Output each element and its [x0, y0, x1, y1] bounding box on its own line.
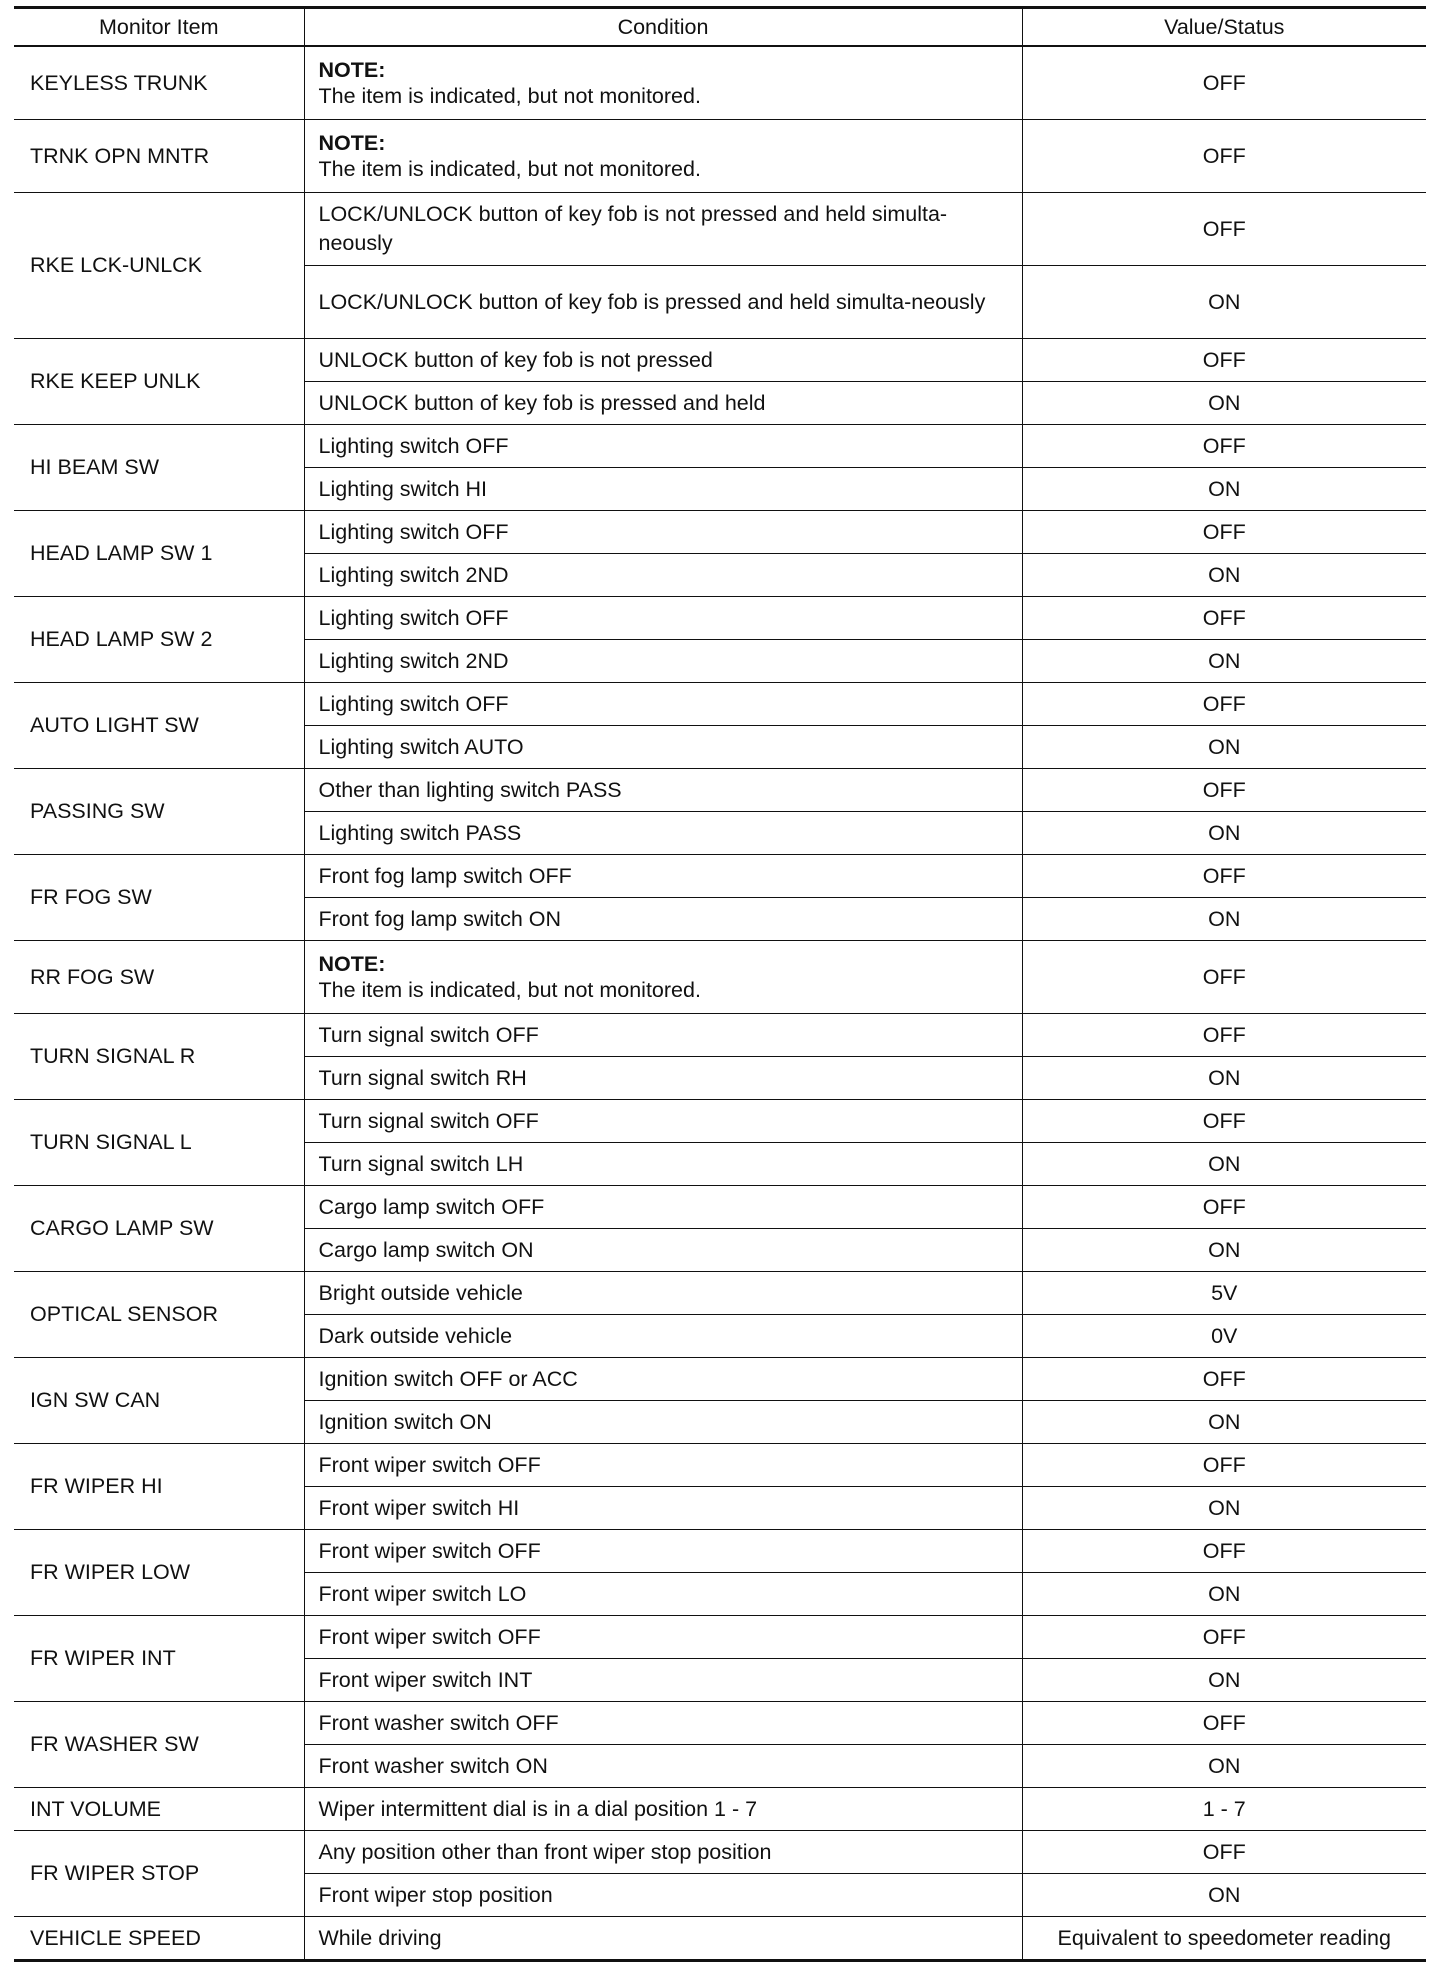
condition-cell: Ignition switch ON: [304, 1401, 1022, 1444]
monitor-item-cell: TURN SIGNAL L: [14, 1100, 304, 1186]
condition-cell: UNLOCK button of key fob is not pressed: [304, 339, 1022, 382]
note-text: The item is indicated, but not monitored.: [318, 157, 701, 181]
monitor-item-cell: FR FOG SW: [14, 855, 304, 941]
value-status-cell: OFF: [1022, 1702, 1426, 1745]
value-status-cell: ON: [1022, 1229, 1426, 1272]
value-status-cell: ON: [1022, 726, 1426, 769]
value-status-cell: OFF: [1022, 339, 1426, 382]
monitor-item-cell: RKE LCK-UNLCK: [14, 193, 304, 339]
table-row: [14, 1100, 1426, 1143]
table-row: [14, 597, 1426, 640]
monitor-item-table: [14, 6, 1426, 1962]
condition-cell: Dark outside vehicle: [304, 1315, 1022, 1358]
value-status-cell: OFF: [1022, 46, 1426, 120]
condition-cell: Turn signal switch LH: [304, 1143, 1022, 1186]
monitor-item-cell: VEHICLE SPEED: [14, 1917, 304, 1961]
value-status-cell: ON: [1022, 1573, 1426, 1616]
condition-cell: Turn signal switch OFF: [304, 1014, 1022, 1057]
condition-cell: [304, 941, 1022, 1014]
condition-cell: Ignition switch OFF or ACC: [304, 1358, 1022, 1401]
condition-cell: LOCK/UNLOCK button of key fob is not pressed and held simulta-neously: [304, 193, 1022, 266]
monitor-item-cell: HEAD LAMP SW 2: [14, 597, 304, 683]
condition-cell: Other than lighting switch PASS: [304, 769, 1022, 812]
condition-cell: [304, 46, 1022, 120]
condition-cell: Lighting switch 2ND: [304, 554, 1022, 597]
value-status-cell: 0V: [1022, 1315, 1426, 1358]
condition-cell: Front wiper switch OFF: [304, 1444, 1022, 1487]
value-status-cell: 1 - 7: [1022, 1788, 1426, 1831]
table-row: [14, 769, 1426, 812]
monitor-item-cell: KEYLESS TRUNK: [14, 46, 304, 120]
header-row: [14, 8, 1426, 47]
value-status-cell: OFF: [1022, 1530, 1426, 1573]
monitor-item-cell: HI BEAM SW: [14, 425, 304, 511]
value-status-cell: OFF: [1022, 1014, 1426, 1057]
table-row: [14, 1702, 1426, 1745]
column-header-monitor-item: Monitor Item: [14, 8, 304, 47]
condition-cell: Front washer switch OFF: [304, 1702, 1022, 1745]
condition-cell: Front wiper switch INT: [304, 1659, 1022, 1702]
note-label: NOTE:: [318, 58, 386, 82]
table-row: [14, 425, 1426, 468]
condition-cell: Cargo lamp switch ON: [304, 1229, 1022, 1272]
condition-cell: Lighting switch PASS: [304, 812, 1022, 855]
table-row: [14, 511, 1426, 554]
table-row: [14, 1616, 1426, 1659]
condition-cell: Lighting switch OFF: [304, 683, 1022, 726]
value-status-cell: OFF: [1022, 1831, 1426, 1874]
value-status-cell: OFF: [1022, 1358, 1426, 1401]
table-row: [14, 1917, 1426, 1961]
monitor-item-cell: OPTICAL SENSOR: [14, 1272, 304, 1358]
value-status-cell: ON: [1022, 1745, 1426, 1788]
monitor-item-cell: FR WIPER STOP: [14, 1831, 304, 1917]
table-row: [14, 339, 1426, 382]
table-row: [14, 120, 1426, 193]
condition-cell: Lighting switch OFF: [304, 511, 1022, 554]
condition-cell: Lighting switch OFF: [304, 425, 1022, 468]
condition-cell: Cargo lamp switch OFF: [304, 1186, 1022, 1229]
condition-cell: Front fog lamp switch OFF: [304, 855, 1022, 898]
monitor-item-cell: FR WIPER HI: [14, 1444, 304, 1530]
value-status-cell: ON: [1022, 1143, 1426, 1186]
table-row: [14, 855, 1426, 898]
condition-cell: Front wiper switch OFF: [304, 1616, 1022, 1659]
value-status-cell: OFF: [1022, 597, 1426, 640]
table-row: [14, 1358, 1426, 1401]
table-row: [14, 1186, 1426, 1229]
column-header-value-status: Value/Status: [1022, 8, 1426, 47]
monitor-item-cell: FR WIPER LOW: [14, 1530, 304, 1616]
condition-cell: Turn signal switch RH: [304, 1057, 1022, 1100]
value-status-cell: OFF: [1022, 120, 1426, 193]
condition-cell: Front wiper switch LO: [304, 1573, 1022, 1616]
note-label: NOTE:: [318, 952, 386, 976]
monitor-item-cell: IGN SW CAN: [14, 1358, 304, 1444]
table-row: [14, 1444, 1426, 1487]
value-status-cell: ON: [1022, 382, 1426, 425]
condition-cell: Front wiper switch HI: [304, 1487, 1022, 1530]
value-status-cell: 5V: [1022, 1272, 1426, 1315]
condition-cell: Turn signal switch OFF: [304, 1100, 1022, 1143]
value-status-cell: ON: [1022, 1487, 1426, 1530]
condition-cell: [304, 120, 1022, 193]
value-status-cell: ON: [1022, 468, 1426, 511]
condition-cell: Wiper intermittent dial is in a dial position 1 - 7: [304, 1788, 1022, 1831]
value-status-cell: OFF: [1022, 1616, 1426, 1659]
value-status-cell: OFF: [1022, 769, 1426, 812]
value-status-cell: OFF: [1022, 425, 1426, 468]
column-header-condition: Condition: [304, 8, 1022, 47]
value-status-cell: OFF: [1022, 193, 1426, 266]
monitor-item-cell: RKE KEEP UNLK: [14, 339, 304, 425]
condition-cell: Front wiper stop position: [304, 1874, 1022, 1917]
table-row: [14, 1831, 1426, 1874]
monitor-item-cell: PASSING SW: [14, 769, 304, 855]
monitor-item-cell: FR WASHER SW: [14, 1702, 304, 1788]
monitor-item-cell: HEAD LAMP SW 1: [14, 511, 304, 597]
table-row: [14, 1014, 1426, 1057]
monitor-item-cell: AUTO LIGHT SW: [14, 683, 304, 769]
value-status-cell: ON: [1022, 640, 1426, 683]
value-status-cell: OFF: [1022, 1186, 1426, 1229]
value-status-cell: OFF: [1022, 941, 1426, 1014]
value-status-cell: OFF: [1022, 511, 1426, 554]
table-row: [14, 1272, 1426, 1315]
monitor-item-cell: INT VOLUME: [14, 1788, 304, 1831]
table-row: [14, 1530, 1426, 1573]
condition-cell: Lighting switch 2ND: [304, 640, 1022, 683]
condition-cell: Any position other than front wiper stop position: [304, 1831, 1022, 1874]
value-status-cell: ON: [1022, 812, 1426, 855]
table-row: [14, 46, 1426, 120]
table-row: [14, 1788, 1426, 1831]
value-status-cell: Equivalent to speedometer reading: [1022, 1917, 1426, 1961]
condition-cell: UNLOCK button of key fob is pressed and held: [304, 382, 1022, 425]
value-status-cell: OFF: [1022, 1444, 1426, 1487]
monitor-item-cell: TRNK OPN MNTR: [14, 120, 304, 193]
value-status-cell: ON: [1022, 1874, 1426, 1917]
table-body: [14, 46, 1426, 1961]
value-status-cell: ON: [1022, 1659, 1426, 1702]
condition-cell: LOCK/UNLOCK button of key fob is pressed and held simulta-neously: [304, 266, 1022, 339]
monitor-item-cell: FR WIPER INT: [14, 1616, 304, 1702]
condition-cell: Bright outside vehicle: [304, 1272, 1022, 1315]
monitor-item-cell: TURN SIGNAL R: [14, 1014, 304, 1100]
table-row: [14, 193, 1426, 266]
condition-cell: Front fog lamp switch ON: [304, 898, 1022, 941]
value-status-cell: OFF: [1022, 855, 1426, 898]
note-text: The item is indicated, but not monitored.: [318, 84, 701, 108]
condition-cell: While driving: [304, 1917, 1022, 1961]
table-row: [14, 941, 1426, 1014]
value-status-cell: ON: [1022, 1057, 1426, 1100]
table-row: [14, 683, 1426, 726]
value-status-cell: OFF: [1022, 683, 1426, 726]
monitor-item-cell: CARGO LAMP SW: [14, 1186, 304, 1272]
note-label: NOTE:: [318, 131, 386, 155]
condition-cell: Front wiper switch OFF: [304, 1530, 1022, 1573]
condition-cell: Lighting switch OFF: [304, 597, 1022, 640]
condition-cell: Lighting switch HI: [304, 468, 1022, 511]
condition-cell: Front washer switch ON: [304, 1745, 1022, 1788]
value-status-cell: ON: [1022, 554, 1426, 597]
note-text: The item is indicated, but not monitored.: [318, 978, 701, 1002]
value-status-cell: ON: [1022, 1401, 1426, 1444]
value-status-cell: ON: [1022, 266, 1426, 339]
value-status-cell: ON: [1022, 898, 1426, 941]
monitor-item-cell: RR FOG SW: [14, 941, 304, 1014]
value-status-cell: OFF: [1022, 1100, 1426, 1143]
condition-cell: Lighting switch AUTO: [304, 726, 1022, 769]
table-header: [14, 8, 1426, 47]
